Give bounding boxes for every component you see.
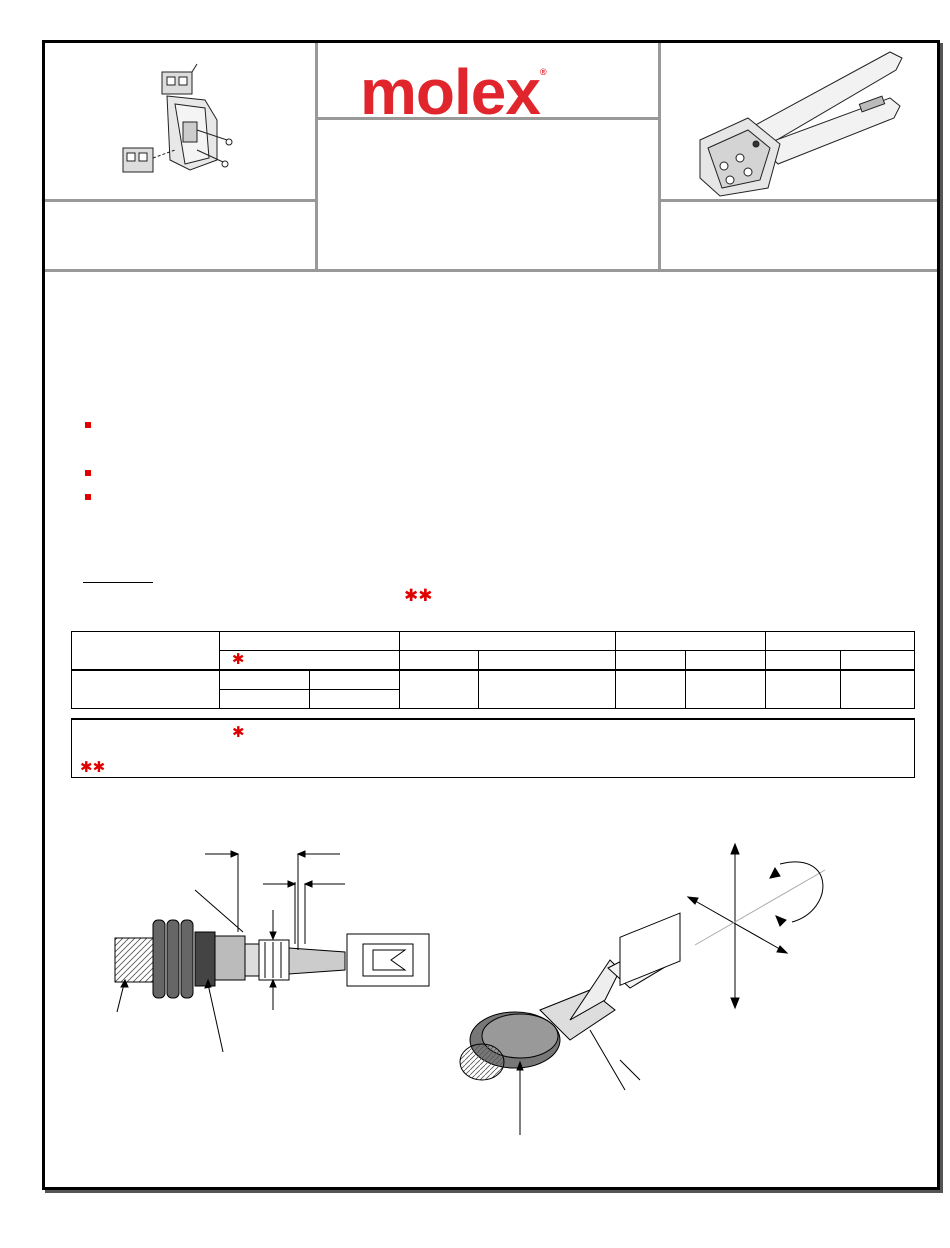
logo-registered-mark: ® xyxy=(539,67,546,77)
table-cell xyxy=(766,670,841,709)
table-cell xyxy=(766,651,841,671)
single-star-marker: ✱ xyxy=(231,650,245,668)
table-cell xyxy=(399,651,479,671)
table-cell xyxy=(686,670,766,709)
table-cell xyxy=(841,651,915,671)
table-cell xyxy=(309,690,399,709)
table-notes xyxy=(71,718,915,778)
crimp-die-assembly-icon xyxy=(105,60,255,190)
table-row xyxy=(72,632,915,651)
bullet-3 xyxy=(85,494,91,500)
header-right-rule xyxy=(661,199,937,202)
table-cell xyxy=(219,632,399,651)
logo-text: molex xyxy=(360,56,540,128)
terminal-perspective-view xyxy=(440,840,840,1140)
table-cell xyxy=(219,670,309,690)
table-cell xyxy=(616,670,686,709)
header-bottom-rule xyxy=(45,269,937,272)
table-cell xyxy=(841,670,915,709)
section-heading-underline xyxy=(83,582,153,583)
bullet-1 xyxy=(85,422,91,428)
header-divider-1 xyxy=(315,43,318,271)
table-cell xyxy=(479,670,616,709)
table-cell xyxy=(766,632,915,651)
crimped-terminal-side-view xyxy=(95,840,440,1070)
spec-table xyxy=(71,631,915,709)
table-cell xyxy=(399,632,616,651)
molex-logo xyxy=(360,56,546,128)
table-cell xyxy=(72,670,220,709)
header-divider-2 xyxy=(658,43,661,271)
table-cell xyxy=(479,651,616,671)
table-cell xyxy=(309,670,399,690)
table-row xyxy=(72,670,915,690)
hand-crimp-tool-icon xyxy=(690,48,915,198)
double-star-marker: ✱✱ xyxy=(404,586,433,606)
table-cell xyxy=(399,670,479,709)
table-cell xyxy=(72,632,220,671)
table-cell xyxy=(616,632,766,651)
table-cell xyxy=(219,690,309,709)
note-single-star: ✱ xyxy=(232,723,245,741)
header-left-rule xyxy=(45,199,315,202)
bullet-2 xyxy=(85,470,91,476)
table-cell xyxy=(686,651,766,671)
table-cell xyxy=(616,651,686,671)
note-double-star: ✱✱ xyxy=(80,758,106,776)
table-cell xyxy=(219,651,399,671)
